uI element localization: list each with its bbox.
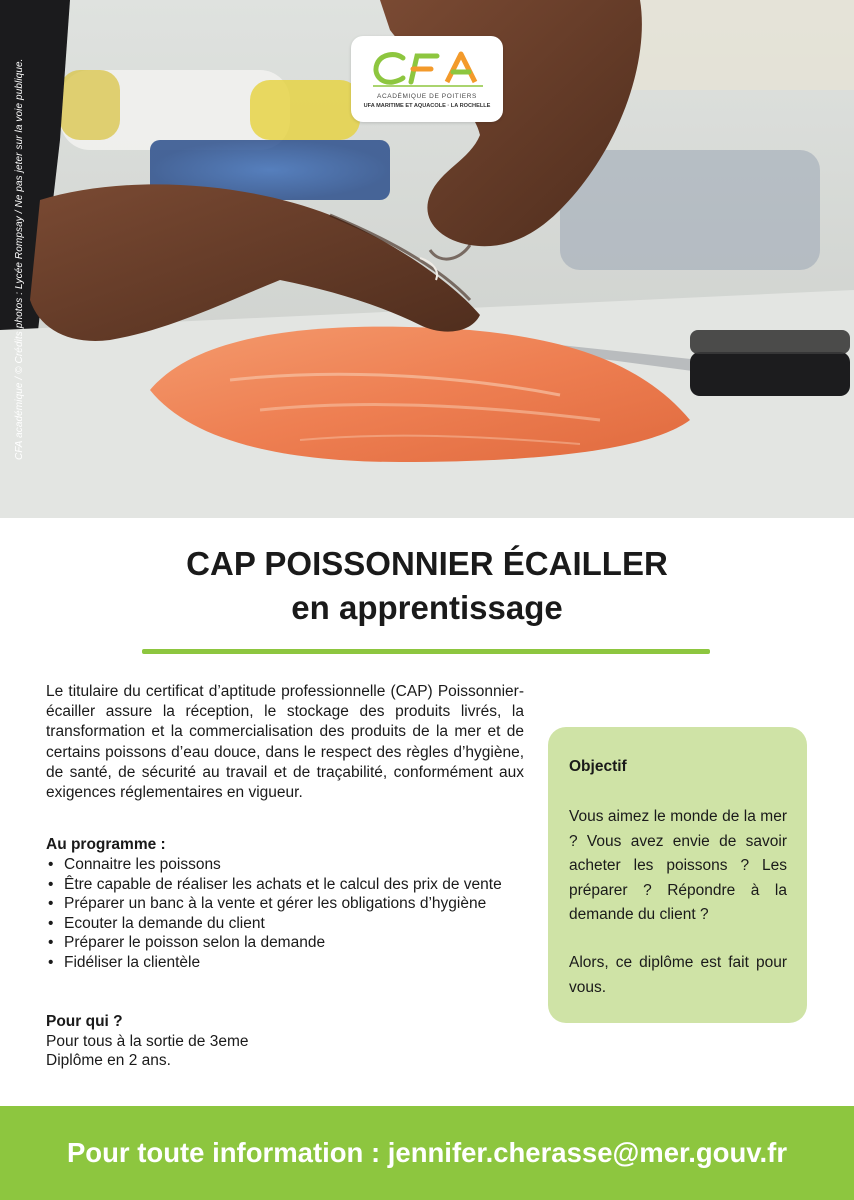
page-subtitle: en apprentissage (291, 589, 563, 626)
list-item: • Connaitre les poissons (48, 856, 221, 873)
objectif-paragraph-1: Vous aimez le monde de la mer ? Vous avez envie de savoir acheter les poissons ? Les préparer ? Répondre à la demande du client ? (569, 808, 787, 923)
pour-qui-line-1: Pour tous à la sortie de 3eme (46, 1033, 249, 1050)
list-item: • Préparer le poisson selon la demande (48, 934, 326, 951)
logo-line-1: ACADÉMIQUE DE POITIERS (377, 93, 477, 100)
pour-qui-line-2: Diplôme en 2 ans. (46, 1052, 171, 1069)
objectif-heading: Objectif (569, 758, 627, 775)
objectif-paragraph-2: Alors, ce diplôme est fait pour vous. (569, 954, 787, 996)
footer-banner (0, 1106, 854, 1200)
hero-photo (0, 0, 854, 518)
bullet-icon: • (48, 856, 54, 873)
photo-credit: CFA académique / © Crédits photos : Lycée Rompsay / Ne pas jeter sur la voie publique. (14, 58, 25, 460)
objectif-box (548, 727, 807, 1023)
programme-list (46, 855, 526, 972)
contact-info: Pour toute information : jennifer.cherasse@mer.gouv.fr (66, 1137, 788, 1168)
bullet-icon: • (48, 914, 54, 932)
bullet-icon: • (48, 953, 54, 971)
bullet-icon: • (48, 875, 54, 893)
cfa-logo-mark (351, 36, 503, 122)
list-item: • Être capable de réaliser les achats et le calcul des prix de vente (48, 875, 502, 893)
list-item: • Ecouter la demande du client (48, 914, 265, 932)
programme-heading: Au programme : (46, 836, 166, 853)
bullet-icon: • (48, 895, 54, 912)
logo-line-2: UFA MARITIME ET AQUACOLE · LA ROCHELLE (363, 103, 491, 109)
intro-paragraph: Le titulaire du certificat d’aptitude professionnelle (CAP) Poissonnier-écailler assure la réception, le stockage des produits livrés, la transformation et la commercialisation des produits de la mer et de certains poissons d’eau douce, dans le respect des règles d’hygiène, de santé, de sécurité au travail et de traçabilité, conformément aux exigences réglementaires en vigueur. (46, 683, 524, 802)
list-item: • Préparer un banc à la vente et gérer les obligations d’hygiène (48, 895, 487, 912)
pour-qui-heading: Pour qui ? (46, 1013, 123, 1030)
cfa-logo (351, 36, 503, 122)
bullet-icon: • (48, 934, 54, 951)
title-divider (142, 649, 710, 654)
list-item: • Fidéliser la clientèle (48, 953, 201, 971)
page-title: CAP POISSONNIER ÉCAILLER (186, 545, 668, 582)
